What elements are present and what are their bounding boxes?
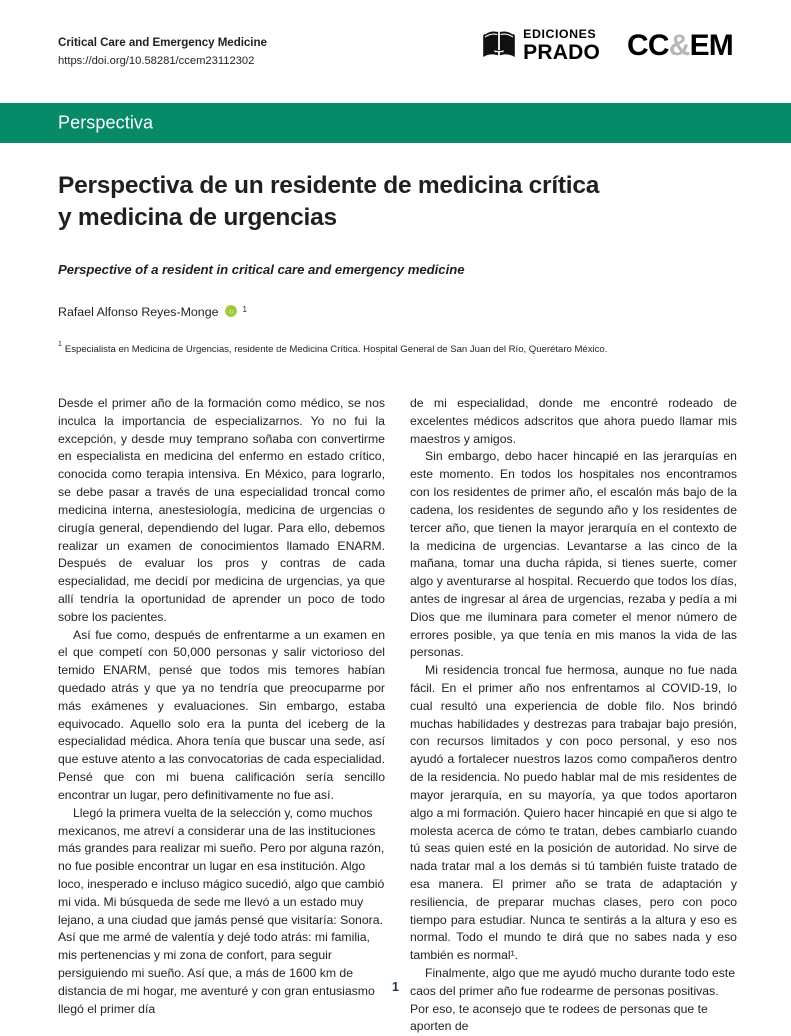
- journal-wordmark-ampersand: &: [668, 28, 690, 62]
- masthead-left: [58, 0, 267, 69]
- masthead: [0, 0, 791, 103]
- affiliation-text: Especialista en Medicina de Urgencias, residente de Medicina Crítica. Hospital General de San Juan del Río, Querétaro México.: [64, 343, 608, 355]
- orcid-id-icon[interactable]: [225, 305, 237, 320]
- article-subtitle-english: Perspective of a resident in critical care and emergency medicine: [58, 261, 465, 277]
- page-number: 1: [392, 980, 399, 994]
- body-column-right: [410, 395, 737, 1036]
- paragraph: Mi residencia troncal fue hermosa, aunque no fue nada fácil. En el primer año nos enfrentamos al COVID-19, lo cual resultó una experiencia de doble filo. Nos brindó muchas habilidades y destrezas para trabajar bajo presión, con recursos limitados y con poco personal, y eso nos ayudó a fortalecer nuestros lazos como compañeros dentro de la residencia. No puedo hablar mal de mis residentes de mayor jerarquía, en su mayoría, ya que todos aportaron algo a mi formación. Quiero hacer hincapié en que si algo te molesta acerca de cómo te tratan, debes cambiarlo cuando tú seas quien esté en la posición de autoridad. No sirve de nada tratar mal a los demás si tú también fuiste tratado de esa manera. El primer año se trata de adaptación y resiliencia, de preparar muchas clases, pero con poco tiempo para estudiar. Nunca te sentirás a la altura y eso es normal. Todo el mundo te dirá que no sabes nada y eso también es normal¹.: [410, 663, 737, 963]
- affiliation-marker: 1: [58, 340, 62, 348]
- affiliation-note: [58, 320, 733, 357]
- paragraph: Así fue como, después de enfrentarme a un examen en el que competí con 50,000 personas y salir victorioso del temido ENARM, pensé que todos mis temores habían quedado atrás y que ya no tendría que preocuparme por más exámenes y evaluaciones. Sin embargo, estaba equivocado. Aquello solo era la punta del iceberg de la especialidad médica. Ahora tenía que buscar una sede, así que estuve atento a las convocatorias de cada especialidad. Pensé que con mi buena calificación sería sencillo encontrar un lugar, pero definitivamente no fue así.: [58, 627, 385, 802]
- section-band: [0, 103, 791, 143]
- article-title-line-2: y medicina de urgencias: [58, 204, 337, 232]
- title-block: [58, 170, 733, 356]
- author-line: [58, 277, 733, 320]
- svg-text:iD: iD: [229, 309, 234, 316]
- paragraph: Sin embargo, debo hacer hincapié en las jerarquías en este momento. En todos los hospitales nos encontramos con los residentes de primer año, el escalón más bajo de la cadena, los residentes de segundo año y los residentes de tercer año, que tienen la mayor jerarquía en el contexto de la medicina de urgencias. Levantarse a las cinco de la mañana, tomar una ducha rápida, si tienes suerte, comer algo y aventurarse al hospital. Recuerdo que todos los días, antes de ingresar al área de urgencias, rezaba y pedía a mi Dios que me iluminara para cometer el menor número de errores posible, ya que tenía en mis manos la vida de las personas.: [410, 449, 737, 660]
- journal-wordmark-prefix: CC: [626, 28, 669, 62]
- paragraph: Llegó la primera vuelta de la selección y, como muchos mexicanos, me atreví a considerar una de las instituciones más grandes para realizar mi sueño. Pero por alguna razón, no fue posible encontrar un lugar en esa institución. Algo loco, inesperado e incluso mágico sucedió, algo que cambió mi vida. Mi búsqueda de sede me llevó a un estado muy lejano, a una ciudad que jamás pensé que visitaría: Sonora. Así que me armé de valentía y dejé todo atrás: mi familia, mis pertenencias y mi zona de confort, para seguir persiguiendo mi sueño. Así que, a más de 1600 km de distancia de mi hogar, me aventuré y con gran entusiasmo llegó el primer día: [58, 805, 385, 1016]
- paragraph: de mi especialidad, donde me encontré rodeado de excelentes médicos adscritos que ahora puedo llamar mis maestros y amigos.: [410, 396, 737, 446]
- article-body: [58, 395, 737, 1036]
- section-label: Perspectiva: [58, 112, 154, 133]
- masthead-right: [482, 0, 733, 63]
- author-name: Rafael Alfonso Reyes-Monge: [58, 305, 219, 320]
- journal-doi-link[interactable]: https://doi.org/10.58281/ccem23112302: [58, 54, 255, 67]
- publisher-line-1: EDICIONES: [523, 27, 597, 42]
- author-affiliation-marker: 1: [242, 304, 247, 314]
- article-title-line-1: Perspectiva de un residente de medicina crítica: [58, 172, 600, 199]
- journal-name: Critical Care and Emergency Medicine: [58, 36, 267, 49]
- page-title: [58, 170, 733, 235]
- publisher-line-2: PRADO: [523, 40, 600, 64]
- paragraph: Finalmente, algo que me ayudó mucho durante todo este caos del primer año fue rodearme de personas positivas. Por eso, te aconsejo que te rodees de personas que te aporten de: [410, 966, 736, 1034]
- ediciones-prado-logo: [482, 28, 600, 63]
- ediciones-prado-wordmark: [523, 28, 600, 62]
- body-column-left: [58, 395, 385, 1036]
- journal-wordmark: [626, 28, 733, 62]
- open-book-icon: [482, 28, 516, 63]
- paragraph: Desde el primer año de la formación como médico, se nos inculca la importancia de especializarnos. Yo no fui la excepción, y desde muy temprano soñaba con convertirme en especialista en medicina del enfermo en estado crítico, conocida como terapia intensiva. En México, para lograrlo, se debe pasar a través de una especialidad troncal como medicina interna, anestesiología, medicina de urgencias o cirugía general, dependiendo del lugar. Para ello, debemos realizar un examen de conocimientos llamado ENARM. Después de evaluar los pros y contras de cada especialidad, me decidí por medicina de urgencias, ya que allí tendría la oportunidad de aprender un poco de todo sobre los pacientes.: [58, 396, 385, 624]
- journal-wordmark-suffix: EM: [689, 28, 733, 62]
